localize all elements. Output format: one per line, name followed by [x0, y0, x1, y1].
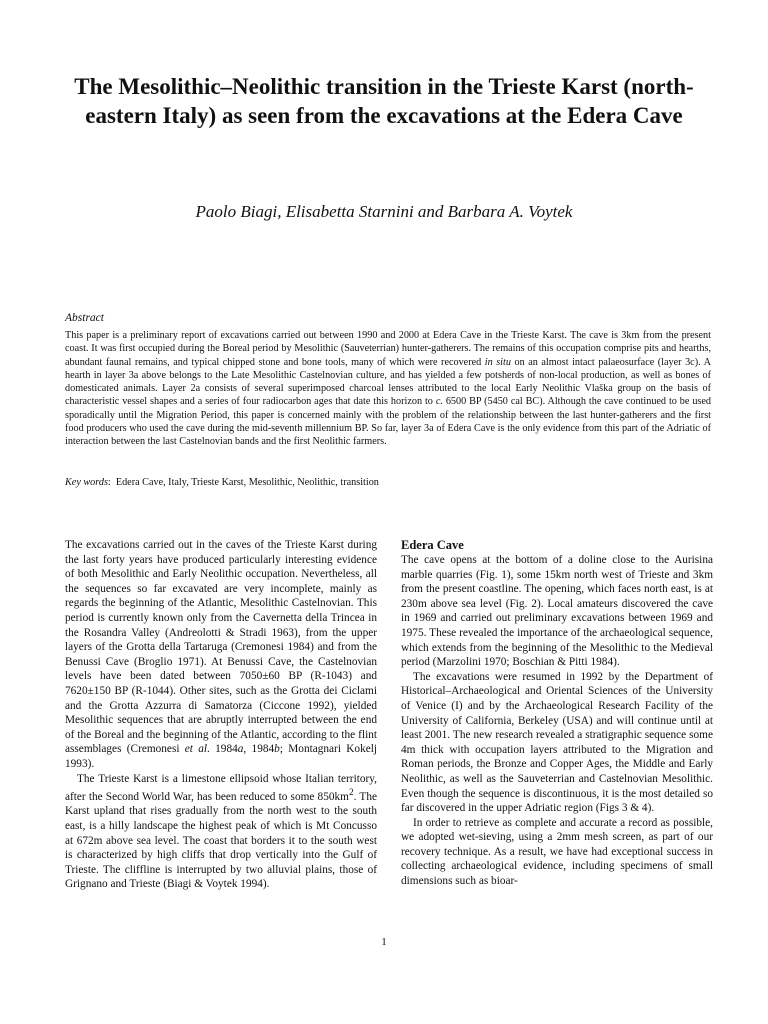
page-number: 1 — [381, 936, 387, 948]
keywords-label: Key words — [65, 477, 108, 488]
abstract-text-part-1: This paper is a preliminary report of excavations carried out between 1990 and 2000 at Edera Cave in the Trieste Karst. The cave is 3km from the present coast. It was first occupied during the Boreal period by Mesolithic (Sauveterrian) hunter-gatherers. The remains of this occupation comprise pits and hearths, abundant faunal remains, and typical chipped stone and bone tools, many of which were recovered — [65, 330, 711, 368]
paper-title: The Mesolithic–Neolithic transition in the Trieste Karst (north-eastern Italy) as seen from the excavations at the Edera Cave — [74, 74, 694, 128]
intro-p1-suffix-b: b — [274, 743, 280, 756]
abstract-section — [65, 311, 711, 449]
edera-paragraph-1: The cave opens at the bottom of a doline close to the Aurisina marble quarries (Fig. 1), some 15km north west of Trieste and 3km from the present coastline. The opening, which faces north east, is at 230m above sea level (Fig. 2). Local amateurs discovered the cave in 1969 and carried out preliminary excavations between 1969 and 1975. These revealed the importance of the archaeological sequence, which extends from the beginning of the Mesolithic to the Medieval period (Marzolini 1970; Boschian & Pitti 1984). — [401, 554, 713, 669]
intro-p2-part-a: The Trieste Karst is a limestone ellipsoid whose Italian territory, after the Second World War, has been reduced to some 850km — [65, 772, 377, 803]
body-column-left — [65, 538, 377, 892]
intro-p1-part-c: , 1984 — [243, 743, 275, 756]
edera-paragraph-3: In order to retrieve as complete and accurate a record as possible, we adopted wet-sieving, using a 2mm mesh screen, as part of our recovery technique. As a result, we have had exceptional success in collecting archaeological evidence, including specimens of small dimensions such as bioar- — [401, 816, 713, 888]
abstract-heading: Abstract — [65, 312, 104, 324]
abstract-in-situ: in situ — [484, 356, 511, 368]
abstract-text — [65, 329, 711, 449]
intro-p2-superscript: 2 — [348, 788, 354, 799]
author-list: Paolo Biagi, Elisabetta Starnini and Barbara A. Voytek — [195, 202, 573, 221]
abstract-circa: c. — [435, 396, 443, 408]
intro-p1-part-d: ; Montagnari Kokelj 1993). — [65, 743, 378, 770]
edera-paragraph-2: The excavations were resumed in 1992 by the Department of Historical–Archaeological and Oriental Sciences of the University of Venice (I) and by the Archaeological Research Facility of the University of California, Berkeley (USA) and will continue until at least 2001. The new research revealed a stratigraphic sequence some 4m thick with occupation layers attributed to the Migration and Roman periods, the Bronze and Copper Ages, the Middle and Early Neolithic, as well as the Sauveterrian and Castelnovian Mesolithic. Even though the sequence is discontinuous, it is the most detailed so far discovered in the upper Adriatic region (Figs 3 & 4). — [401, 670, 713, 815]
intro-p2-part-b: . The Karst upland that rises gradually from the north west to the south east, is a hilly landscape the highest peak of which is Mt Concusso at 672m above sea level. The coast that borders it to the south west is characterized by high cliffs that drop vertically into the Gulf of Trieste. The cliffline is interrupted by two alluvial plains, those of Grignano and Trieste (Biagi & Voytek 1994). — [65, 790, 377, 891]
body-column-right — [401, 538, 713, 889]
keywords-colon: : — [107, 477, 111, 488]
intro-paragraph-1 — [65, 538, 377, 772]
intro-p1-et-al: et al — [184, 743, 208, 756]
section-heading-edera-cave: Edera Cave — [401, 538, 464, 552]
intro-p1-part-b: . 1984 — [207, 743, 238, 756]
keywords-text: Edera Cave, Italy, Trieste Karst, Mesolithic, Neolithic, transition — [115, 477, 379, 488]
abstract-text-part-2: on an almost intact palaeosurface (layer 3c). A hearth in layer 3a above belongs to the Late Mesolithic Castelnovian culture, and has yielded a few potsherds of non-local production, as well as bones of domesticated animals. Layer 2a consists of several superimposed charcoal lenses attributed to the local Early Neolithic Vlaška group on the basis of characteristic vessel shapes and a series of four radiocarbon ages that date this horizon to — [65, 356, 711, 408]
abstract-text-part-3: 6500 BP (5450 cal BC). Although the cave continued to be used sporadically until the Migration Period, this paper is concerned mainly with the problem of the relationship between the last hunter-gatherers and the first food producers who used the cave during the mid-seventh millennium BP. So far, layer 3a of Edera Cave is the only evidence from this part of the Adriatic of interaction between the last Castelnovian bands and the first Neolithic farmers. — [65, 396, 712, 448]
intro-paragraph-2 — [65, 772, 377, 893]
intro-p1-part-a: The excavations carried out in the caves of the Trieste Karst during the last forty years have produced particularly interesting evidence of both Mesolithic and Early Neolithic occupation. Nevertheless, all the sequences so far excavated are very incomplete, mainly as regards the beginning of the Atlantic, Mesolithic Castelnovian. This period is currently known only from the Cavernetta della Trincea in the Rosandra Valley (Andreolotti & Stradi 1963), from the upper layers of the Grotta della Tartaruga (Cremonesi 1984) and from the Benussi Cave (Broglio 1971). At Benussi Cave, the Castelnovian levels have been dated between 7050±60 BP (R-1043) and 7620±150 BP (R-1044). Other sites, such as the Grotta dei Ciclami and the Grotta Azzurra di Samatorza (Ciccone 1992), yielded Mesolithic sequences that are abruptly interrupted between the end of the Boreal and the beginning of the Atlantic, according to the flint assemblages (Cremonesi — [65, 539, 377, 756]
intro-p1-suffix-a: a — [237, 743, 244, 756]
keywords-line — [65, 476, 711, 489]
